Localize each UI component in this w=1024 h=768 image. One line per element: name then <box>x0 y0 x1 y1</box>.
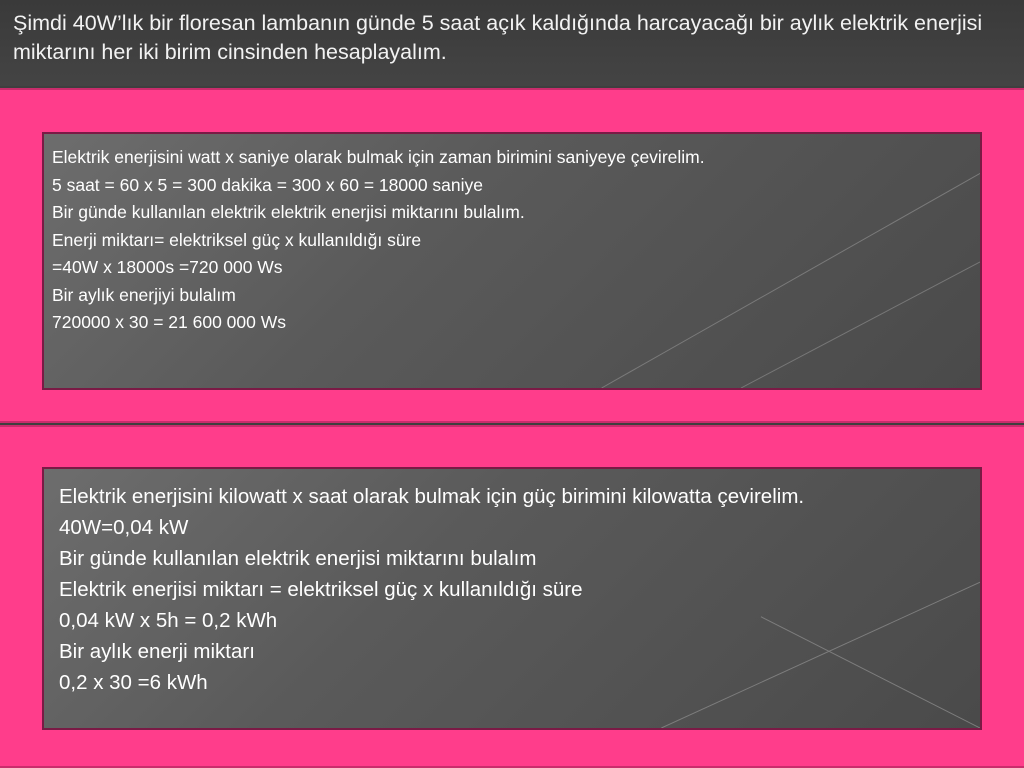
text-line: 0,04 kW x 5h = 0,2 kWh <box>59 609 278 632</box>
text-line: Elektrik enerjisini watt x saniye olarak bulmak için zaman birimini saniyeye çevirelim. <box>52 147 705 167</box>
watt-second-box <box>42 132 982 390</box>
text-line: Elektrik enerjisi miktarı = elektriksel güç x kullanıldığı süre <box>59 578 583 601</box>
text-line: Bir aylık enerjiyi bulalım <box>52 284 236 305</box>
text-line: 0,2 x 30 =6 kWh <box>59 671 208 694</box>
text-line: 40W=0,04 kW <box>59 516 189 539</box>
text-line: =40W x 18000s =720 000 Ws <box>52 257 283 277</box>
text-line: 720000 x 30 = 21 600 000 Ws <box>52 312 286 332</box>
text-line: Elektrik enerjisini kilowatt x saat olarak bulmak için güç birimini kilowatta çevirelim. <box>59 485 805 508</box>
watt-second-panel <box>0 88 1024 423</box>
text-line: Enerji miktarı= elektriksel güç x kullanıldığı süre <box>52 229 422 250</box>
text-line: Bir günde kullanılan elektrik elektrik enerjisi miktarını bulalım. <box>52 202 525 222</box>
title-bar <box>0 0 1024 86</box>
text-line: Bir aylık enerji miktarı <box>59 640 255 663</box>
slide-title: Şimdi 40W’lık bir floresan lambanın günde 5 saat açık kaldığında harcayacağı bir aylık elektrik enerjisi miktarını her iki birim cinsinden hesaplayalım. <box>13 11 983 64</box>
kilowatt-hour-panel <box>0 425 1024 768</box>
text-line: Bir günde kullanılan elektrik enerjisi miktarını bulalım <box>59 547 537 570</box>
text-line: 5 saat = 60 x 5 = 300 dakika = 300 x 60 = 18000 saniye <box>52 174 484 195</box>
kilowatt-hour-box <box>42 467 982 730</box>
watt-second-lines <box>52 144 705 337</box>
kilowatt-hour-lines <box>59 481 804 698</box>
